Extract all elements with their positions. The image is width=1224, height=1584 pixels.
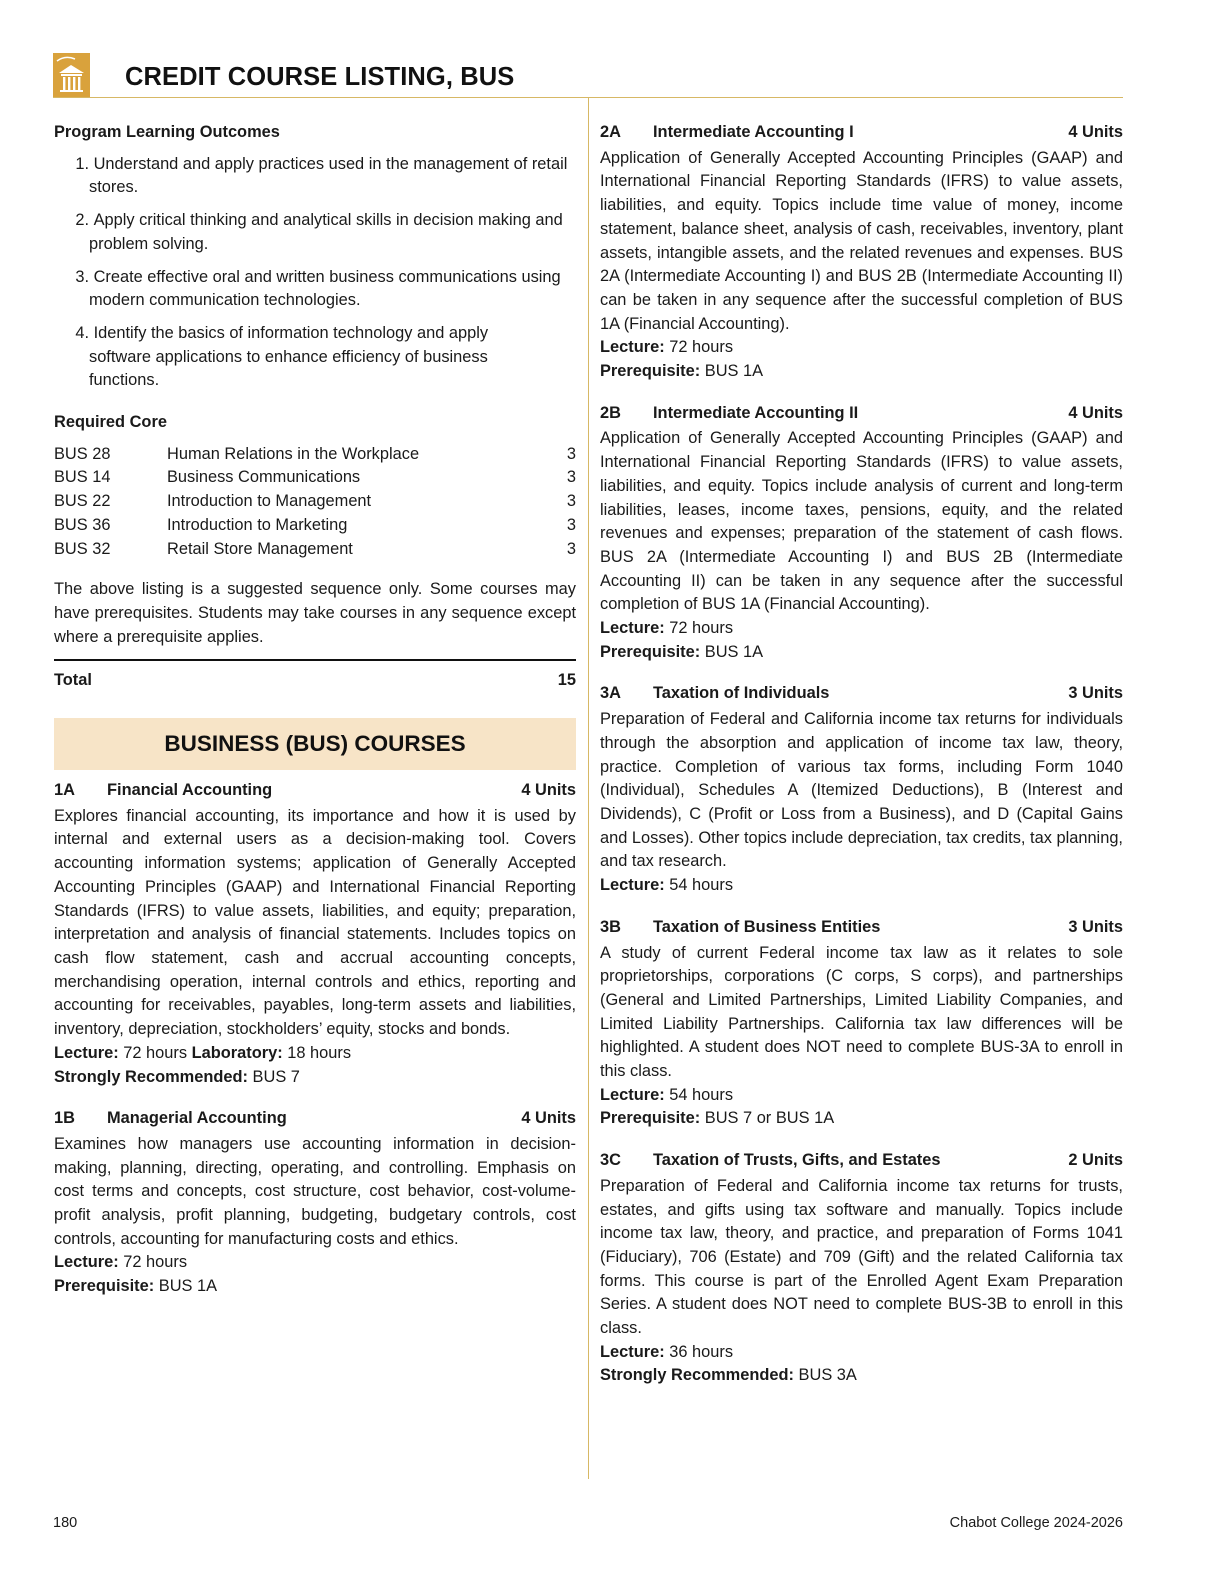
course-name: Intermediate Accounting II — [653, 403, 859, 422]
outcome-text: Identify the basics of information technology and apply software applications to enhance efficiency of business functions. — [89, 323, 489, 390]
course-header — [600, 916, 1123, 940]
course-name: Financial Accounting — [107, 781, 273, 800]
course-meta: Strongly Recommended: BUS 3A — [600, 1366, 857, 1385]
course-entry — [54, 1107, 576, 1299]
course-meta: Prerequisite: BUS 1A — [54, 1277, 218, 1296]
course-header — [600, 121, 1123, 145]
course-units: 3 Units — [1068, 917, 1123, 936]
chabot-college-logo-icon — [53, 53, 90, 97]
table-row — [54, 514, 576, 538]
outcomes-heading: Program Learning Outcomes — [54, 123, 280, 141]
table-row — [54, 538, 576, 562]
course-units: 3 Units — [1068, 684, 1123, 703]
course-code: BUS 36 — [54, 515, 111, 534]
course-name: Taxation of Individuals — [653, 684, 830, 703]
total-value: 15 — [557, 671, 576, 690]
course-entry — [600, 121, 1123, 384]
total-label: Total — [54, 671, 92, 690]
course-meta: Prerequisite: BUS 1A — [600, 642, 764, 661]
course-description: Explores financial accounting, its importance and how it is used by internal and external users as a decision-making tool. Covers accounting information systems; application of Generally Accepted Accounting Principles (GAAP) and International Financial Reporting Standards (IFRS) to value assets, liabilities, and equity; preparation, interpretation and analysis of financial statements. Includes topics on cash flow statement, cash and accrual accounting concepts, merchandising operation, internal controls and ethics, reporting and accounting for receivables, payables, long-term assets and liabilities, inventory, depreciation, stockholders’ equity, stocks and bonds. — [54, 806, 576, 1039]
outcome-text: Apply critical thinking and analytical skills in decision making and problem solving. — [89, 211, 563, 253]
course-description: Application of Generally Accepted Accounting Principles (GAAP) and International Financial Reporting Standards (IFRS) to value assets, liabilities, and equity. Topics include time value of money, income statement, balance sheet, analysis of cash, receivables, inventory, plant assets, intangible assets, and the related revenues and expenses. BUS 2A (Intermediate Accounting I) and BUS 2B (Intermediate Accounting II) can be taken in any sequence after the successful completion of BUS 1A (Financial Accounting). — [600, 148, 1123, 333]
course-meta: Lecture: 72 hours Laboratory: 18 hours — [54, 1043, 352, 1062]
course-description: Application of Generally Accepted Accounting Principles (GAAP) and International Financial Reporting Standards (IFRS) to value assets, liabilities, and equity. Topics include analysis of current and long-term liabilities, leases, income taxes, pensions, equity, and the related revenues and expenses; preparation of the statement of cash flows. BUS 2A (Intermediate Accounting I) and BUS 2B (Intermediate Accounting II) can be taken in any sequence after the successful completion of BUS 1A (Financial Accounting). — [600, 429, 1123, 614]
course-meta: Prerequisite: BUS 1A — [600, 362, 764, 381]
course-entry — [600, 916, 1123, 1131]
course-units: 3 — [566, 468, 576, 487]
course-units: 3 — [566, 515, 576, 534]
course-units: 4 Units — [521, 1109, 576, 1128]
course-meta: Lecture: 72 hours — [600, 619, 734, 638]
course-entry — [600, 682, 1123, 897]
sequence-note: The above listing is a suggested sequence only. Some courses may have prerequisites. Students may take courses in any sequence except where a prerequisite applies. — [54, 580, 576, 646]
publication-label: Chabot College 2024-2026 — [949, 1515, 1123, 1531]
course-title: Introduction to Management — [167, 492, 372, 511]
course-title: Human Relations in the Workplace — [167, 444, 420, 463]
course-meta: Lecture: 72 hours — [600, 338, 734, 357]
page-title: CREDIT COURSE LISTING, BUS — [125, 63, 515, 91]
course-number: 2B — [600, 403, 621, 422]
course-description: Preparation of Federal and California income tax returns for trusts, estates, and gifts using tax software and manually. Topics include income tax law, theory, and practice, and preparation of Forms 1041 (Fiduciary), 706 (Estate) and 709 (Gift) and the related California tax forms. This course is part of the Enrolled Agent Exam Preparation Series. A student does NOT need to complete BUS-3B to enroll in this class. — [600, 1176, 1123, 1338]
course-title: Retail Store Management — [167, 539, 353, 558]
course-meta: Prerequisite: BUS 7 or BUS 1A — [600, 1109, 835, 1128]
course-units: 4 Units — [521, 781, 576, 800]
course-name: Taxation of Business Entities — [653, 917, 881, 936]
course-meta: Lecture: 36 hours — [600, 1342, 734, 1361]
table-row — [54, 443, 576, 467]
course-units: 3 — [566, 492, 576, 511]
left-column — [54, 121, 576, 1299]
outcome-number: 1. — [75, 154, 89, 173]
course-number: 3B — [600, 917, 621, 936]
course-number: 1B — [54, 1109, 75, 1128]
right-column — [600, 121, 1123, 1388]
course-meta: Lecture: 72 hours — [54, 1253, 188, 1272]
course-header — [54, 779, 576, 803]
course-code: BUS 14 — [54, 468, 111, 487]
required-core-heading: Required Core — [54, 413, 167, 432]
course-entry — [54, 779, 576, 1089]
course-units: 2 Units — [1068, 1151, 1123, 1170]
course-number: 3A — [600, 684, 621, 703]
outcome-item — [54, 153, 576, 200]
page-number: 180 — [53, 1515, 78, 1531]
course-header — [600, 682, 1123, 706]
outcome-text: Understand and apply practices used in the management of retail stores. — [89, 154, 568, 197]
course-code: BUS 32 — [54, 539, 111, 558]
course-header — [54, 1107, 576, 1131]
outcomes-list — [54, 153, 576, 393]
course-description: Examines how managers use accounting information in decision-making, planning, directing, operating, and controlling. Emphasis on cost terms and concepts, cost structure, cost behavior, cost-volume-profit analysis, profit planning, budgeting, budgetary controls, cost controls, accounting for manufacturing costs and ethics. — [54, 1134, 576, 1248]
course-entry — [600, 402, 1123, 665]
course-number: 3C — [600, 1151, 621, 1170]
table-row — [54, 466, 576, 490]
course-title: Business Communications — [167, 468, 361, 487]
course-units: 4 Units — [1068, 403, 1123, 422]
course-meta: Strongly Recommended: BUS 7 — [54, 1067, 300, 1086]
outcome-item — [54, 322, 576, 393]
course-name: Intermediate Accounting I — [653, 123, 854, 141]
outcome-item — [54, 266, 576, 313]
course-units: 3 — [566, 444, 576, 463]
courses-banner: BUSINESS (BUS) COURSES — [54, 718, 576, 770]
course-header — [600, 1149, 1123, 1173]
outcome-number: 2. — [75, 211, 89, 230]
outcome-text: Create effective oral and written business communications using modern communication technologies. — [89, 267, 561, 310]
course-number: 1A — [54, 781, 75, 800]
course-code: BUS 22 — [54, 492, 111, 511]
course-meta: Lecture: 54 hours — [600, 876, 734, 895]
course-units: 3 — [566, 539, 576, 558]
course-name: Managerial Accounting — [107, 1109, 287, 1128]
course-header — [600, 402, 1123, 426]
outcome-item — [54, 209, 576, 256]
total-row — [54, 659, 576, 693]
course-code: BUS 28 — [54, 444, 111, 463]
course-entry — [600, 1149, 1123, 1388]
course-meta: Lecture: 54 hours — [600, 1085, 734, 1104]
course-number: 2A — [600, 123, 621, 141]
outcome-number: 4. — [75, 323, 89, 342]
column-divider — [588, 97, 589, 1479]
course-name: Taxation of Trusts, Gifts, and Estates — [653, 1151, 941, 1170]
outcome-number: 3. — [75, 267, 89, 286]
left-courses — [54, 779, 576, 1299]
course-description: Preparation of Federal and California income tax returns for individuals through the absorption and application of income tax law, theory, practice. Completion of various tax forms, including Form 1040 (Individual), Schedules A (Itemized Deductions), B (Interest and Dividends), C (Profit or Loss from a Business), and D (Capital Gains and Losses). Other topics include depreciation, tax credits, tax planning, and tax research. — [600, 710, 1123, 871]
course-title: Introduction to Marketing — [167, 515, 348, 534]
course-description: A study of current Federal income tax law as it relates to sole proprietorships, corporations (C corps, S corps), and partnerships (General and Limited Partnerships, Limited Liability Companies, and Limited Liability Partnerships. California tax law differences will be highlighted. A student does NOT need to complete BUS-3A to enroll in this class. — [600, 943, 1123, 1081]
table-row — [54, 490, 576, 514]
required-core-table — [54, 443, 576, 562]
course-units: 4 Units — [1068, 123, 1123, 141]
